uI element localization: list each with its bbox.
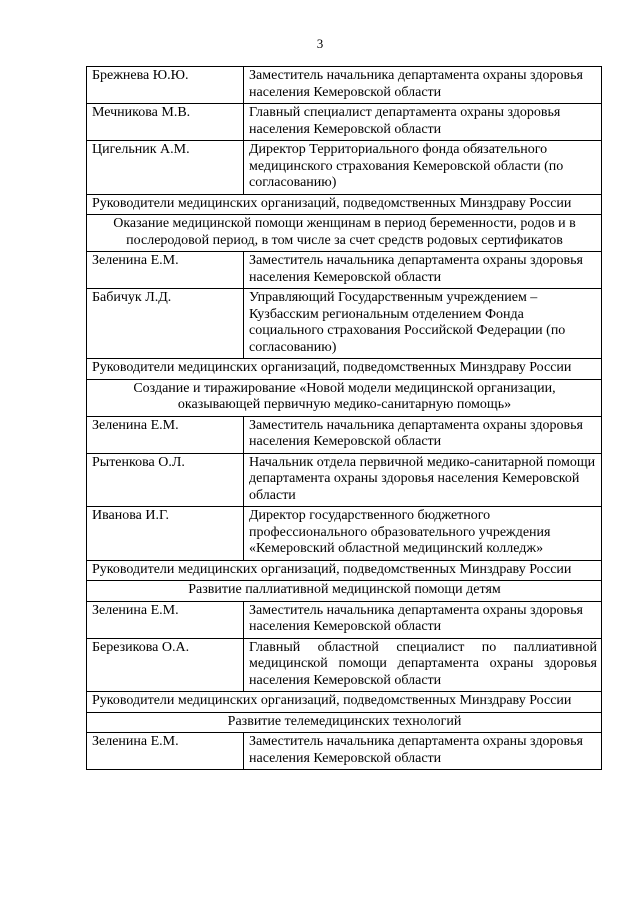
section-heading: Развитие паллиативной медицинской помощи детям: [87, 581, 602, 602]
table-row: [87, 507, 602, 561]
table-row: [87, 215, 602, 252]
person-name: Иванова И.Г.: [87, 507, 244, 561]
person-role: Главный специалист департамента охраны здоровья населения Кемеровской области: [244, 104, 602, 141]
person-name: Зеленина Е.М.: [87, 252, 244, 289]
table-row: [87, 581, 602, 602]
page-number: 3: [316, 36, 324, 51]
table-row: [87, 289, 602, 359]
table-row: [87, 453, 602, 507]
table-row: [87, 252, 602, 289]
person-role: Главный областной специалист по паллиативной медицинской помощи департамента охраны здоровья населения Кемеровской области: [244, 638, 602, 692]
person-role: Директор Территориального фонда обязательного медицинского страхования Кемеровской области (по согласованию): [244, 141, 602, 195]
person-role: Заместитель начальника департамента охраны здоровья населения Кемеровской области: [244, 252, 602, 289]
person-name: Брежнева Ю.Ю.: [87, 67, 244, 104]
section-heading: Создание и тиражирование «Новой модели медицинской организации, оказывающей первичную медико-санитарную помощь»: [87, 379, 602, 416]
table-row: [87, 359, 602, 380]
person-name: Березикова О.А.: [87, 638, 244, 692]
organizations-row: Руководители медицинских организаций, подведомственных Минздраву России: [87, 560, 602, 581]
table-row: [87, 560, 602, 581]
table-row: [87, 692, 602, 713]
responsibility-table: [86, 66, 602, 770]
person-name: Рытенкова О.Л.: [87, 453, 244, 507]
table-row: [87, 141, 602, 195]
person-role: Начальник отдела первичной медико-санитарной помощи департамента охраны здоровья населения Кемеровской области: [244, 453, 602, 507]
table-row: [87, 601, 602, 638]
section-heading: Оказание медицинской помощи женщинам в период беременности, родов и в послеродовой период, в том числе за счет средств родовых сертификатов: [87, 215, 602, 252]
person-role: Заместитель начальника департамента охраны здоровья населения Кемеровской области: [244, 601, 602, 638]
person-name: Бабичук Л.Д.: [87, 289, 244, 359]
person-name: Зеленина Е.М.: [87, 416, 244, 453]
organizations-row: Руководители медицинских организаций, подведомственных Минздраву России: [87, 359, 602, 380]
table-row: [87, 416, 602, 453]
person-name: Мечникова М.В.: [87, 104, 244, 141]
person-role: Управляющий Государственным учреждением – Кузбасским региональным отделением Фонда социального страхования Российской Федерации (по согласованию): [244, 289, 602, 359]
person-name: Цигельник А.М.: [87, 141, 244, 195]
person-name: Зеленина Е.М.: [87, 601, 244, 638]
organizations-row: Руководители медицинских организаций, подведомственных Минздраву России: [87, 194, 602, 215]
organizations-row: Руководители медицинских организаций, подведомственных Минздраву России: [87, 692, 602, 713]
section-heading: Развитие телемедицинских технологий: [87, 712, 602, 733]
table-row: [87, 67, 602, 104]
person-role: Директор государственного бюджетного профессионального образовательного учреждения «Кемеровский областной медицинский колледж»: [244, 507, 602, 561]
table-row: [87, 638, 602, 692]
person-role: Заместитель начальника департамента охраны здоровья населения Кемеровской области: [244, 733, 602, 770]
person-role: Заместитель начальника департамента охраны здоровья населения Кемеровской области: [244, 416, 602, 453]
table-row: [87, 733, 602, 770]
table-row: [87, 379, 602, 416]
table-row: [87, 104, 602, 141]
table-row: [87, 712, 602, 733]
table-row: [87, 194, 602, 215]
person-name: Зеленина Е.М.: [87, 733, 244, 770]
person-role: Заместитель начальника департамента охраны здоровья населения Кемеровской области: [244, 67, 602, 104]
